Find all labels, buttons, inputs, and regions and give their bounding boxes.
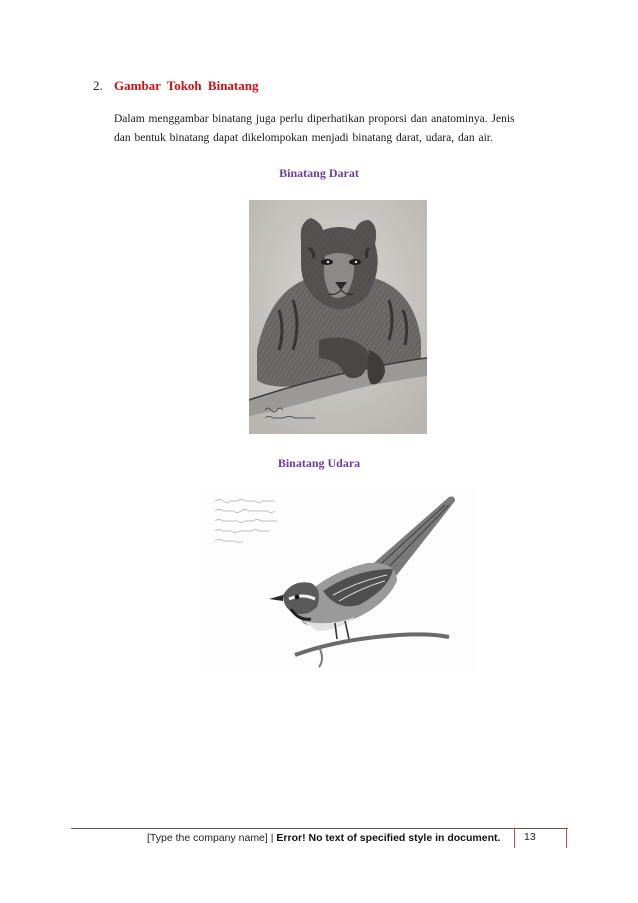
body-paragraph [114, 110, 552, 148]
air-animal-caption: Binatang Udara [277, 456, 361, 470]
bird-drawing [199, 489, 476, 671]
footer-company: [Type the company name] | [147, 832, 277, 844]
page-footer [147, 832, 500, 844]
section-number: 2. [93, 78, 103, 93]
section-heading [93, 78, 258, 94]
footer-divider [71, 828, 568, 829]
paragraph-line-2: dan bentuk binatang dapat dikelompokan menjadi binatang darat, udara, dan air. [114, 132, 493, 144]
footer-error-text: Error! No text of specified style in document. [276, 832, 501, 844]
paragraph-line-1: Dalam menggambar binatang juga perlu diperhatikan proporsi dan anatominya. Jenis [114, 113, 515, 125]
section-title: Gambar Tokoh Binatang [114, 78, 259, 93]
land-animal-caption: Binatang Darat [279, 166, 359, 180]
tiger-drawing [249, 200, 427, 434]
page-number: 13 [514, 828, 567, 848]
